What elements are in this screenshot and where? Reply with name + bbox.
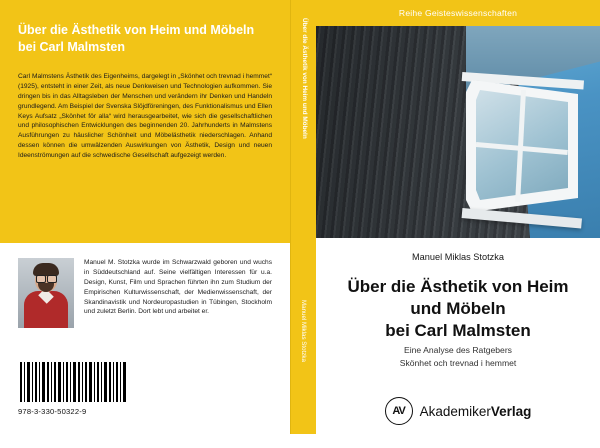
isbn-text: 978-3-330-50322-9 <box>18 407 87 416</box>
author-photo <box>18 258 74 328</box>
back-cover-title: Über die Ästhetik von Heim und Möbeln bei Carl Malmsten <box>18 23 255 54</box>
front-cover-title-line-2: und Möbeln <box>410 299 506 319</box>
publisher-name-part-1: Akademiker <box>419 403 491 419</box>
front-cover <box>316 0 600 434</box>
front-cover-subtitle-line-2: Skönhet och trevnad i hemmet <box>399 357 517 368</box>
book-spine <box>290 0 318 434</box>
cover-photograph <box>316 26 600 238</box>
author-bio-block <box>18 258 272 346</box>
publisher-name-part-2: Verlag <box>490 403 532 419</box>
front-cover-author: Manuel Miklas Stotzka <box>412 252 504 262</box>
front-cover-subtitle <box>340 344 576 370</box>
publisher-monogram-icon: AV <box>385 397 413 425</box>
publisher-name <box>420 404 532 419</box>
spine-author: Manuel Miklas Stotzka <box>300 300 308 362</box>
front-cover-title-line-3: bei Carl Malmsten <box>385 321 531 341</box>
back-cover <box>0 0 290 434</box>
front-cover-subtitle-line-1: Eine Analyse des Ratgebers <box>404 345 512 355</box>
author-bio-text: Manuel M. Stotzka wurde im Schwarzwald geboren und wuchs in Süddeutschland auf. Seine vielfältigen Interessen für u.a. Design, Kunst, Film und Sprachen führten ihn zum Studium der Empirischen Kulturwissenschaft, der Medienwissenschaft, der Skandinavistik und Nordeuropastudien in Tübingen, Stockholm und zuletzt Berlin. Dort lebt und arbeitet er. <box>84 259 272 316</box>
barcode-icon <box>18 360 128 404</box>
spine-title: Über die Ästhetik von Heim und Möbeln <box>301 18 308 139</box>
front-cover-title-line-1: Über die Ästhetik von Heim <box>347 277 569 296</box>
front-cover-title <box>330 276 586 342</box>
back-cover-blurb: Carl Malmstens Ästhetik des Eigenheims, dargelegt in „Skönhet och trevnad i hemmet“ (1925), entsteht in einer Zeit, als neue Denkweisen und Technologien aufkommen. Sie dringen bis in das Alltagsleben der Menschen und verändern ihr Denken und Handeln grundlegend. Am Beispiel der Svenska Slöjdföreningen, des Funktionalismus und Ellen Keys Aufsatz „Skönhet för alla“ wird herausgearbeitet, wie sich die gesellschaftlichen und philosophischen Entwicklungen des beginnenden 20. Jahrhunderts in Malmstens Ausführungen zu häuslicher Schönheit und Möbelästhetik niederschlagen. Anhand dessen können die umwälzenden Auswirkungen von Ästhetik, Design und neuen Ideenströmungen auf die schwedische Gesellschaft aufgezeigt werden. <box>18 73 273 160</box>
publisher-logo <box>316 394 600 428</box>
series-band: Reihe Geisteswissenschaften <box>316 0 600 26</box>
